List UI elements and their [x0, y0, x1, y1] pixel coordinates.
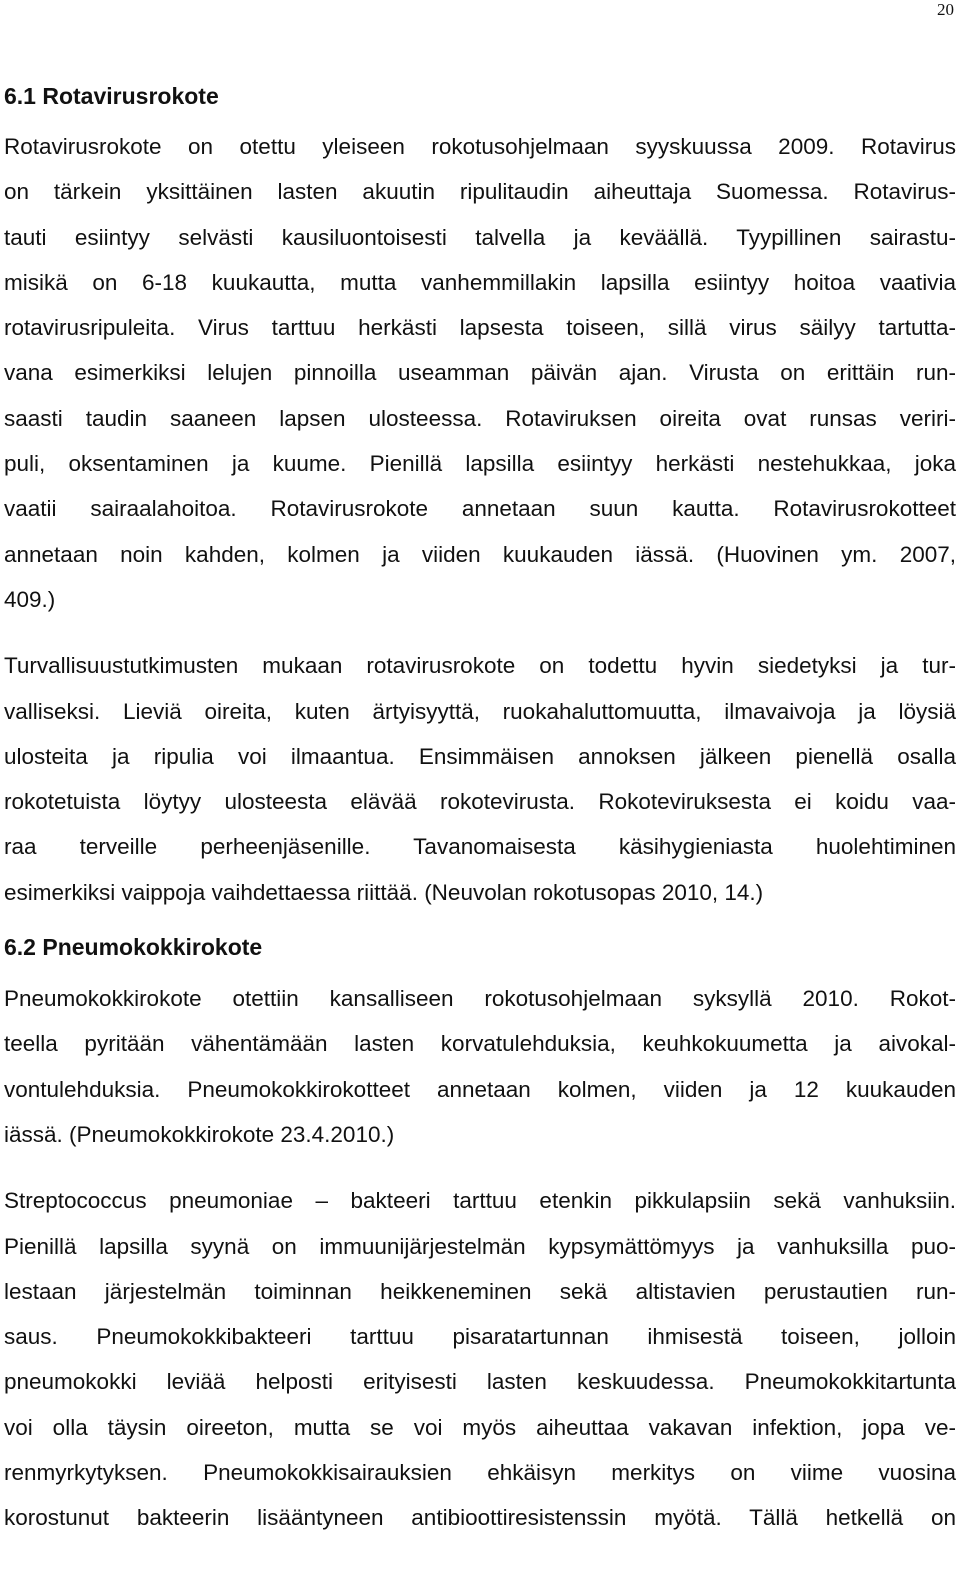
text-line: Pienillä lapsilla syynä on immuunijärjestelmän kypsymättömyys ja vanhuksilla puo- — [4, 1233, 956, 1259]
text-line: iässä. (Pneumokokkirokote 23.4.2010.) — [4, 1121, 395, 1147]
text-line: Streptococcus pneumoniae – bakteeri tarttuu etenkin pikkulapsiin sekä vanhuksiin. — [4, 1188, 956, 1214]
text-line: teella pyritään vähentämään lasten korvatulehduksia, keuhkokuumetta ja aivokal- — [4, 1031, 956, 1057]
section-heading-pneumococcal: 6.2 Pneumokokkirokote — [4, 934, 263, 961]
text-line: vontulehduksia. Pneumokokkirokotteet annetaan kolmen, viiden ja 12 kuukauden — [4, 1076, 956, 1102]
text-line: rotavirusripuleita. Virus tarttuu herkästi lapsesta toiseen, sillä virus säilyy tartutta- — [4, 315, 956, 341]
paragraph — [4, 124, 956, 622]
section-heading-rotavirus: 6.1 Rotavirusrokote — [4, 83, 219, 109]
text-line: vaatii sairaalahoitoa. Rotavirusrokote annetaan suun kautta. Rotavirusrokotteet — [4, 496, 956, 522]
text-line: Pneumokokkirokote otettiin kansalliseen rokotusohjelmaan syksyllä 2010. Rokot- — [4, 986, 956, 1012]
text-line: ulosteita ja ripulia voi ilmaantua. Ensimmäisen annoksen jälkeen pienellä osalla — [4, 743, 956, 769]
text-line: tauti esiintyy selvästi kausiluontoisesti talvella ja keväällä. Tyypillinen sairastu- — [4, 224, 956, 250]
text-line: Turvallisuustutkimusten mukaan rotavirusrokote on todettu hyvin siedetyksi ja tur- — [4, 653, 956, 679]
text-line: Rotavirusrokote on otettu yleiseen rokotusohjelmaan syyskuussa 2009. Rotavirus — [4, 134, 956, 159]
text-line: annetaan noin kahden, kolmen ja viiden kuukauden iässä. (Huovinen ym. 2007, — [4, 541, 956, 567]
text-line: on tärkein yksittäinen lasten akuutin ripulitaudin aiheuttaja Suomessa. Rotavirus- — [4, 179, 956, 205]
paragraph — [4, 976, 956, 1157]
text-line: saasti taudin saaneen lapsen ulosteessa. Rotaviruksen oireita ovat runsas veriri- — [4, 405, 956, 431]
document-body — [4, 74, 956, 1541]
text-line: misikä on 6-18 kuukautta, mutta vanhemmillakin lapsilla esiintyy hoitoa vaativia — [4, 269, 956, 295]
text-line: rokotetuista löytyy ulosteesta elävää rokotevirusta. Rokoteviruksesta ei koidu vaa- — [4, 789, 956, 815]
page-number: 20 — [937, 0, 954, 19]
text-line: lestaan järjestelmän toiminnan heikkeneminen sekä altistavien perustautien run- — [4, 1278, 956, 1304]
text-line: 409.) — [4, 586, 56, 612]
text-line: esimerkiksi vaippoja vaihdettaessa riittää. (Neuvolan rokotusopas 2010, 14.) — [4, 879, 764, 905]
text-line: saus. Pneumokokkibakteeri tarttuu pisaratartunnan ihmisestä toiseen, jolloin — [4, 1324, 956, 1350]
paragraph — [4, 643, 956, 915]
text-line: korostunut bakteerin lisääntyneen antibioottiresistenssin myötä. Tällä hetkellä on — [4, 1505, 956, 1531]
text-line: renmyrkytyksen. Pneumokokkisairauksien ehkäisyn merkitys on viime vuosina — [4, 1460, 956, 1486]
text-line: puli, oksentaminen ja kuume. Pienillä lapsilla esiintyy herkästi nestehukkaa, joka — [4, 451, 956, 477]
text-line: vana esimerkiksi lelujen pinnoilla useamman päivän ajan. Virusta on erittäin run- — [4, 360, 956, 386]
text-line: raa terveille perheenjäsenille. Tavanomaisesta käsihygieniasta huolehtiminen — [4, 834, 956, 860]
text-line: pneumokokki leviää helposti erityisesti lasten keskuudessa. Pneumokokkitartunta — [4, 1369, 956, 1395]
paragraph — [4, 1178, 956, 1540]
text-line: voi olla täysin oireeton, mutta se voi myös aiheuttaa vakavan infektion, jopa ve- — [4, 1414, 956, 1440]
text-line: valliseksi. Lieviä oireita, kuten ärtyisyyttä, ruokahaluttomuutta, ilmavaivoja ja löysiä — [4, 698, 956, 724]
